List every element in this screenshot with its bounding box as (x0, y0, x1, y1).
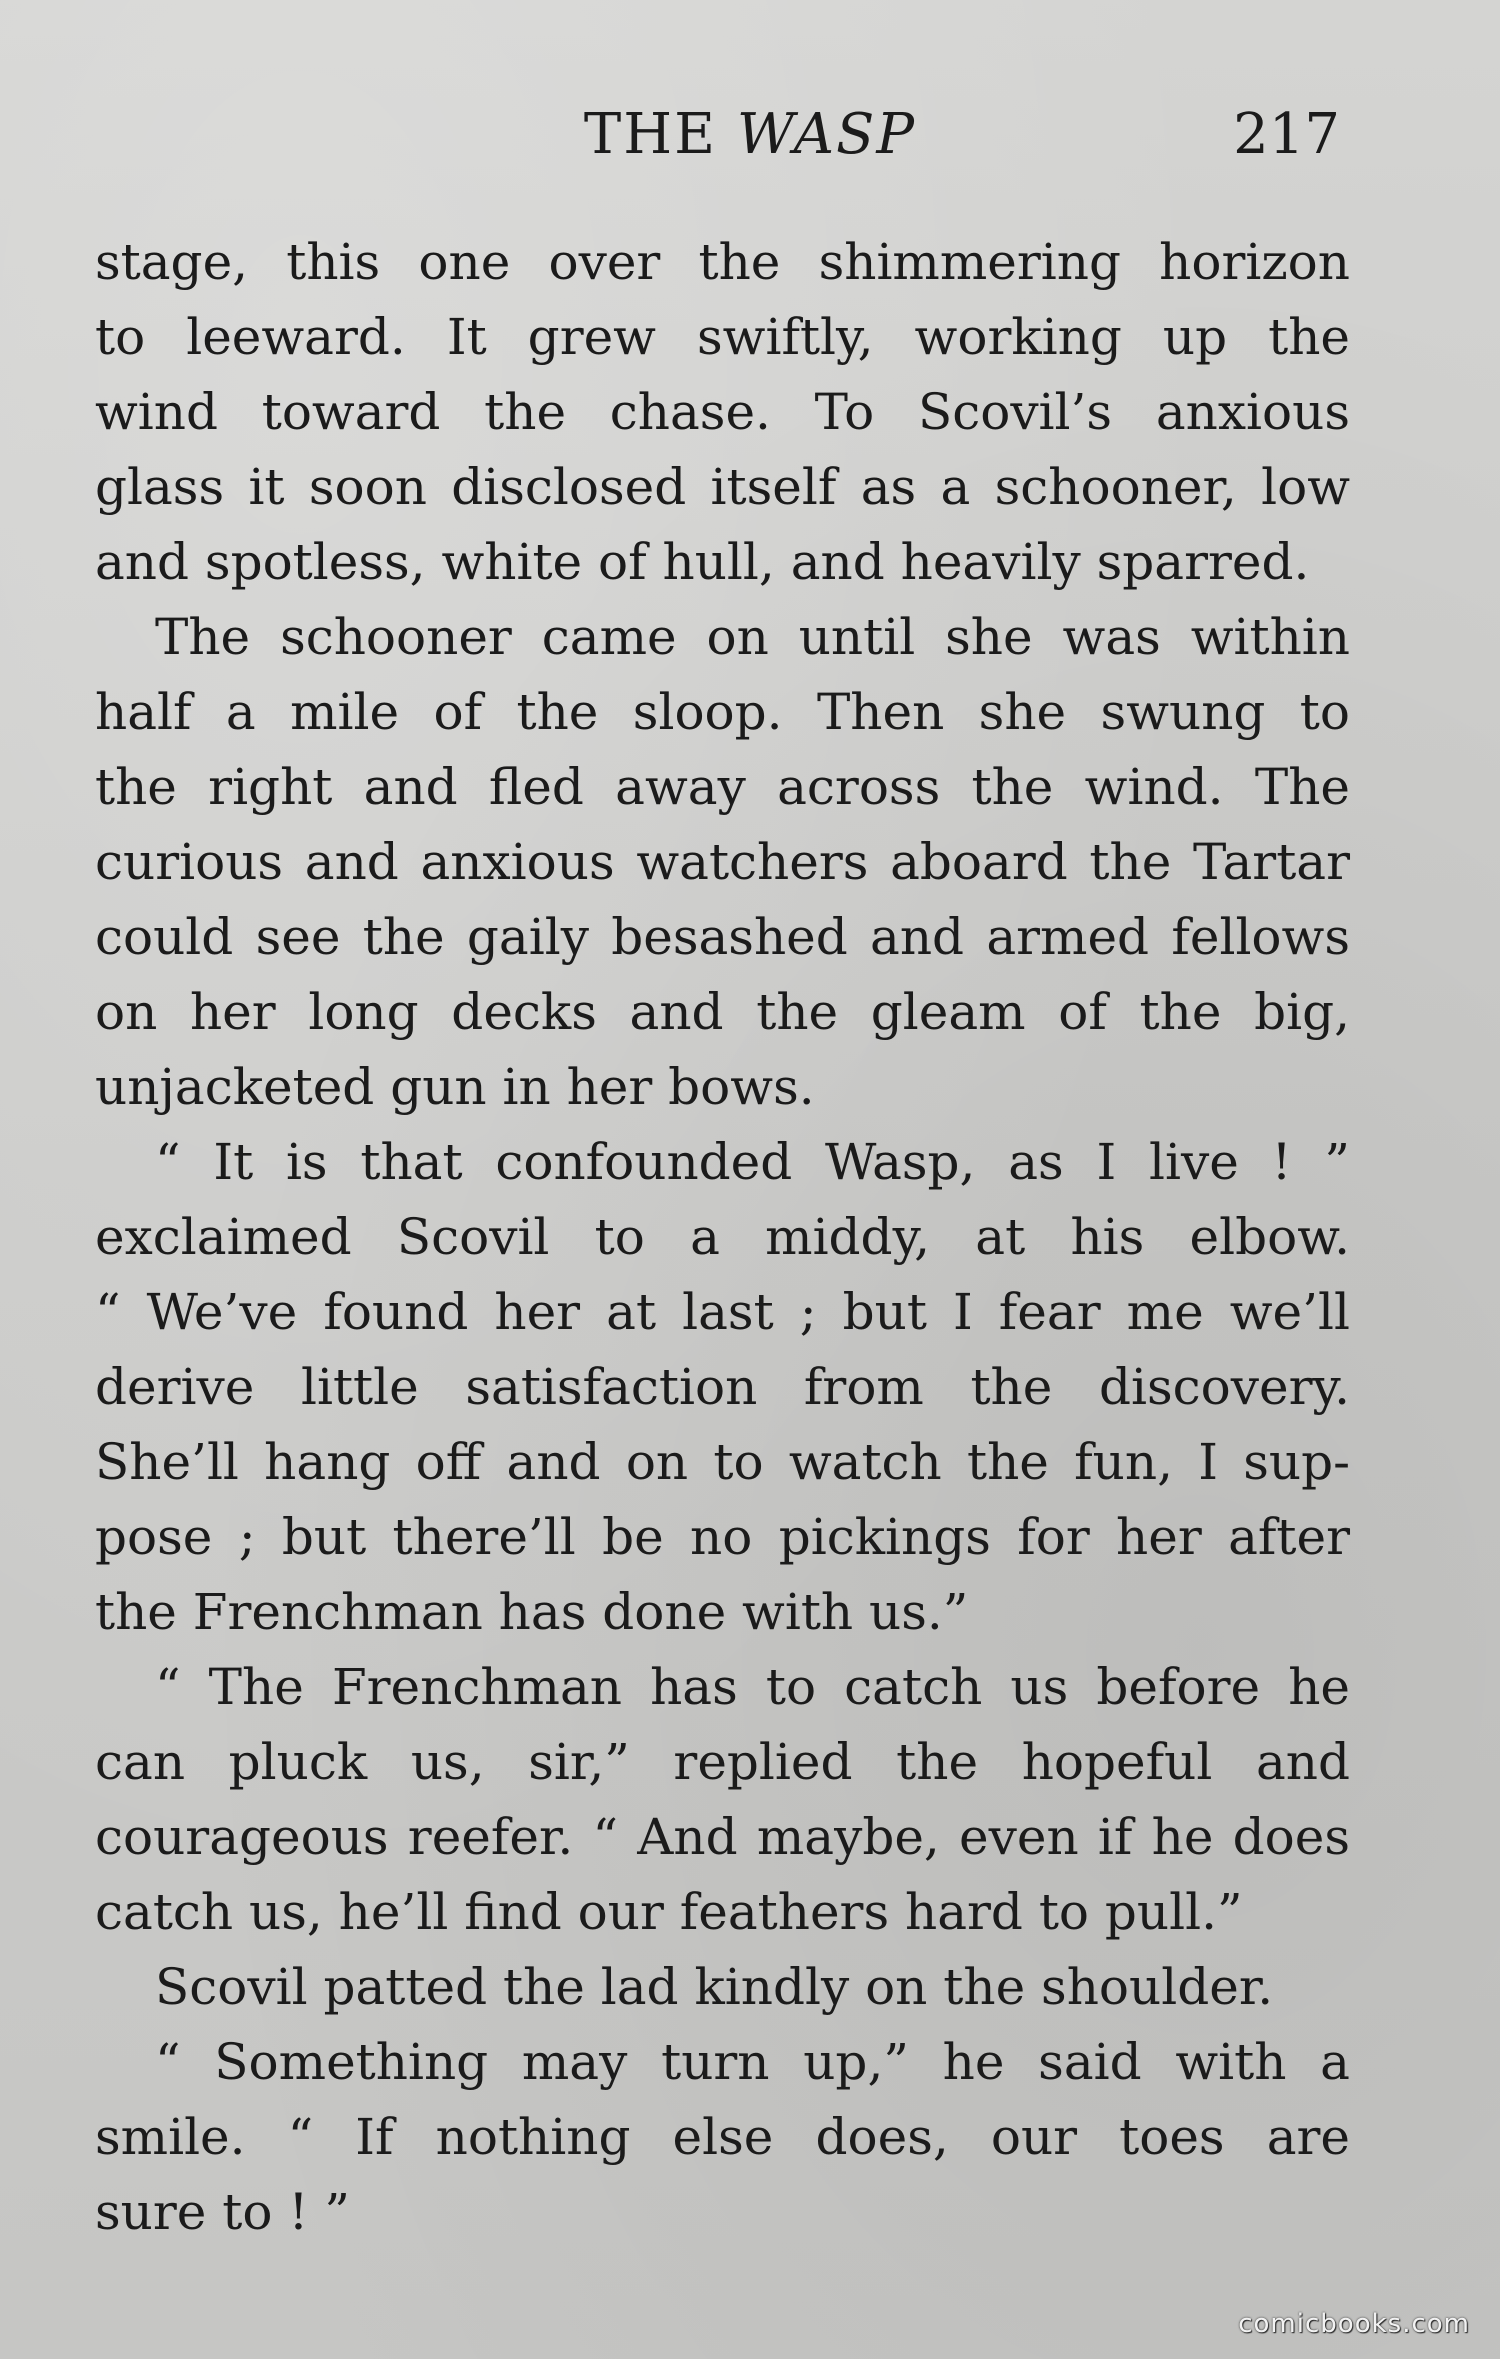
running-head (0, 100, 1500, 170)
text-line: curious and anxious watchers aboard the Tartar (95, 833, 1350, 891)
text-line: wind toward the chase. To Scovil’s anxious (95, 383, 1350, 441)
title-prefix: THE (583, 102, 717, 167)
text-line: half a mile of the sloop. Then she swung to (95, 683, 1350, 741)
text-line: Scovil patted the lad kindly on the shoulder. (155, 1958, 1274, 2016)
text-line: could see the gaily besashed and armed fellows (95, 908, 1350, 966)
text-line: to leeward. It grew swiftly, working up the (95, 308, 1350, 366)
text-line: glass it soon disclosed itself as a schooner, low (95, 458, 1350, 516)
text-line: stage, this one over the shimmering horizon (95, 233, 1350, 291)
text-line: and spotless, white of hull, and heavily sparred. (95, 533, 1310, 591)
watermark: comicbooks.com (1238, 2309, 1470, 2339)
body-text (95, 225, 1350, 2250)
text-line: unjacketed gun in her bows. (95, 1058, 815, 1116)
page-number: 217 (1233, 102, 1340, 167)
text-line: the Frenchman has done with us.” (95, 1583, 969, 1641)
text-line: She’ll hang off and on to watch the fun, I sup- (95, 1433, 1350, 1491)
text-line: derive little satisfaction from the discovery. (95, 1358, 1350, 1416)
text-line: can pluck us, sir,” replied the hopeful and (95, 1733, 1350, 1791)
text-line: on her long decks and the gleam of the big, (95, 983, 1350, 1041)
text-line: the right and fled away across the wind. The (95, 758, 1350, 816)
text-line: catch us, he’ll find our feathers hard to pull.” (95, 1883, 1243, 1941)
text-line: pose ; but there’ll be no pickings for her after (95, 1508, 1350, 1566)
title-italic: WASP (736, 102, 917, 167)
text-line: “ We’ve found her at last ; but I fear me we’ll (95, 1283, 1350, 1341)
text-line: courageous reefer. “ And maybe, even if he does (95, 1808, 1350, 1866)
text-line: exclaimed Scovil to a middy, at his elbow. (95, 1208, 1350, 1266)
text-line: smile. “ If nothing else does, our toes are (95, 2108, 1350, 2166)
text-line: “ It is that confounded Wasp, as I live ! ” (155, 1133, 1350, 1191)
text-line: “ Something may turn up,” he said with a (155, 2033, 1350, 2091)
text-line: The schooner came on until she was within (155, 608, 1350, 666)
text-line: “ The Frenchman has to catch us before he (155, 1658, 1350, 1716)
text-line: sure to ! ” (95, 2183, 350, 2241)
